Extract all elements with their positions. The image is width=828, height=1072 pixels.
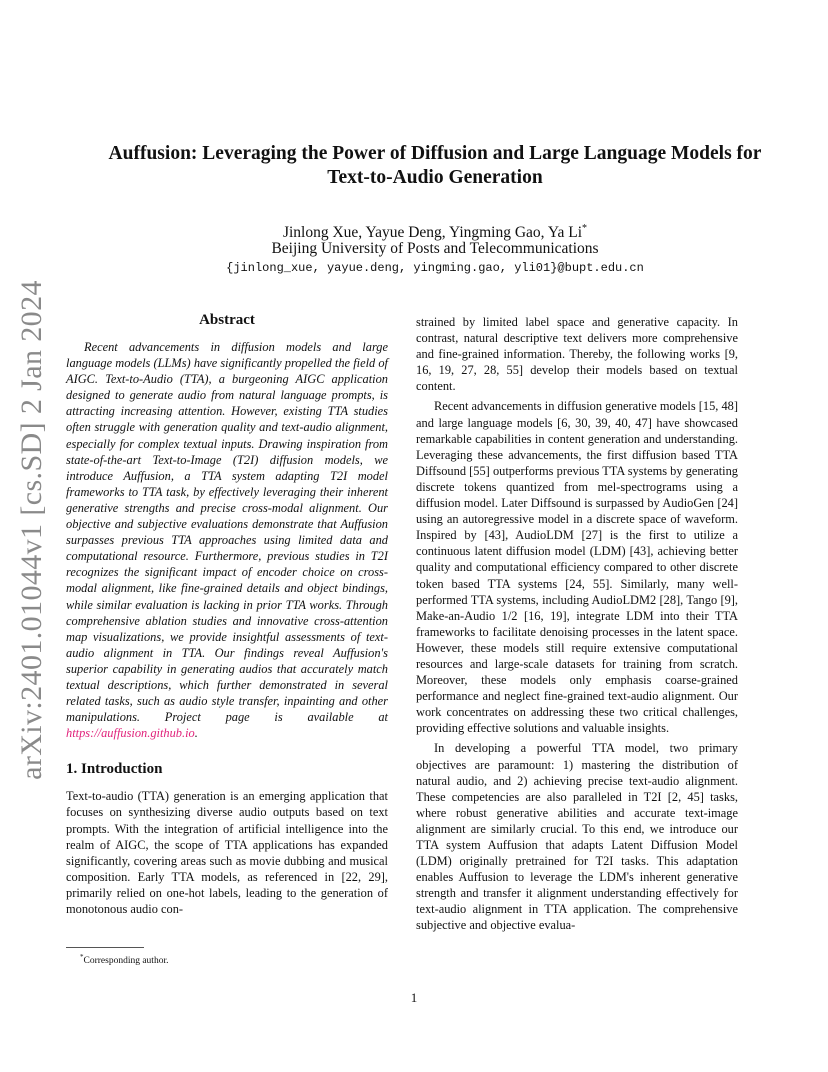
- abstract-heading: Abstract: [199, 312, 255, 328]
- intro-paragraph-1: Text-to-audio (TTA) generation is an emerging application that focuses on synthesizing diverse audio outputs based on text prompts. With the integration of artificial intelligence into the realm of AIGC, the scope of TTA applications has expanded significantly, covering areas such as movie dubbing and musical composition. Early TTA models, as referenced in [22, 29], primarily relied on one-hot labels, leading to the generation of monotonous audio con-: [66, 789, 388, 916]
- author-emails: {jinlong_xue, yayue.deng, yingming.gao, yli01}@bupt.edu.cn: [226, 261, 644, 275]
- title-line-1: Auffusion: Leveraging the Power of Diffusion and Large Language Models for: [108, 143, 762, 164]
- author-names: Jinlong Xue, Yayue Deng, Yingming Gao, Ya Li: [282, 224, 583, 242]
- left-column: [66, 312, 388, 917]
- intro-paragraph-2: strained by limited label space and generative capacity. In contrast, natural descriptive text delivers more comprehensive and fine-grained information. Thereby, the following works [9, 16, 19, 27, 28, 55] develop their models based on textual content.: [416, 315, 738, 394]
- intro-paragraph-4: In developing a powerful TTA model, two primary objectives are paramount: 1) mastering the distribution of natural audio, and 2) achieving precise text-audio alignment. These competencies are also paralleled in T2I [2, 45] tasks, where robust generative abilities and accurate text-image alignment are similarly crucial. To this end, we introduce our TTA system Auffusion that adapts Latent Diffusion Model (LDM) originally pretrained for T2I tasks. This adaptation enables Auffusion to leverage the LDM's inherent generative strength and transfer it alignment understanding effectively for text-audio alignment in TTA application. The comprehensive subjective and objective evalua-: [416, 741, 738, 933]
- arxiv-id-text: arXiv:2401.01044v1 [cs.SD] 2 Jan 2024: [15, 280, 48, 780]
- paper-title: [70, 142, 800, 190]
- abstract-end: .: [194, 726, 198, 741]
- corresponding-author-mark: *: [582, 223, 588, 234]
- project-page-link[interactable]: https://auffusion.github.io: [66, 726, 195, 741]
- abstract-text: Recent advancements in diffusion models and large language models (LLMs) have significantly propelled the field of AIGC. Text-to-Audio (TTA), a burgeoning AIGC application designed to generate audio from natural language prompts, is attracting increasing attention. However, existing TTA studies often struggle with generation quality and text-audio alignment, especially for complex textual inputs. Drawing inspiration from state-of-the-art Text-to-Image (T2I) diffusion models, we introduce Auffusion, a TTA system adapting T2I model frameworks to TTA task, by effectively leveraging their inherent generative strengths and precise cross-modal alignment. Our objective and subjective evaluations demonstrate that Auffusion surpasses previous TTA approaches using limited data and computational resource. Furthermore, previous studies in T2I recognizes the significant impact of encoder choice on cross-modal alignment, like fine-grained details and object bindings, while similar evaluation is lacking in prior TTA works. Through comprehensive ablation studies and innovative cross-attention map visualizations, we provide insightful assessments of text-audio alignment in TTA. Our findings reveal Auffusion's superior capability in generating audios that accurately match textual descriptions, which further demonstrated in several related tasks, such as audio style transfer, inpainting and other manipulations. Project page is available at: [66, 340, 388, 725]
- introduction-heading: 1. Introduction: [66, 761, 163, 778]
- arxiv-watermark: [12, 280, 52, 780]
- right-column: [416, 314, 738, 934]
- intro-paragraph-3: Recent advancements in diffusion generative models [15, 48] and large language models [6, 30, 39, 40, 47] have showcased remarkable capabilities in content generation and understanding. Leveraging these advancements, the first diffusion based TTA Diffsound [55] outperforms previous TTA systems by generating discrete tokens quantized from mel-spectrograms using a diffusion model. Later Diffsound is surpassed by AudioGen [24] using an autoregressive model in a discrete space of waveform. Inspired by [43], AudioLDM [27] is the first to utilize a continuous latent diffusion model (LDM) [43], achieving better quality and computational efficiency compared to other discrete token based TTA systems [24, 55]. Similarly, many well-performed TTA systems, including AudioLDM2 [28], Tango [9], Make-an-Audio 1/2 [16, 19], integrate LDM into their TTA frameworks to facilitate denoising processes in the latent space. However, these models still require extensive computational resources and large-scale datasets for training from scratch. Moreover, these models only emphasis coarse-grained performance and neglect fine-grained text-audio alignment. Our work concentrates on addressing these two critical challenges, providing effective solutions and valuable insights.: [416, 399, 738, 736]
- footnote-rule: [66, 947, 144, 948]
- footnote: [80, 953, 168, 966]
- abstract-paragraph: [66, 339, 388, 741]
- title-line-2: Text-to-Audio Generation: [327, 167, 543, 188]
- footnote-mark: *: [80, 953, 84, 961]
- affiliation: Beijing University of Posts and Telecommunications: [271, 240, 599, 257]
- page-number: 1: [410, 990, 418, 1005]
- footnote-text: Corresponding author.: [83, 956, 169, 967]
